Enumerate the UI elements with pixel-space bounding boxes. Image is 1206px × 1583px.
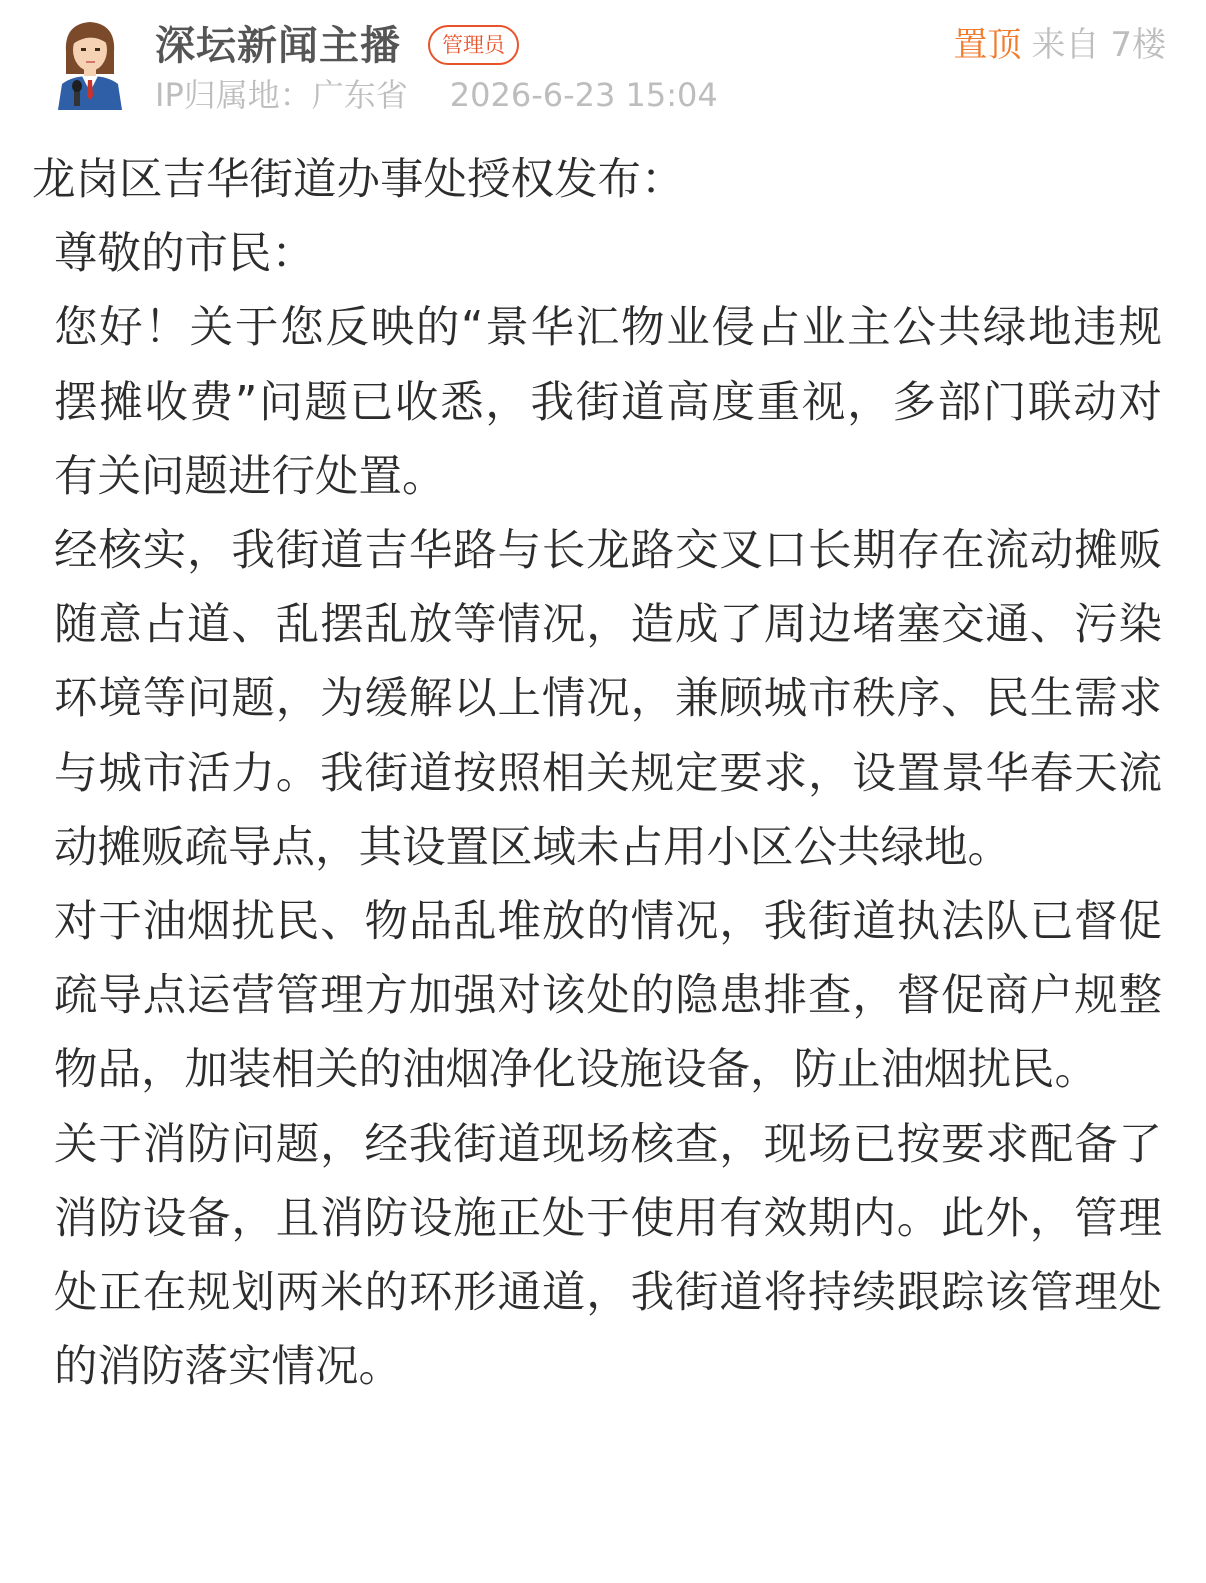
post-header	[0, 0, 1206, 125]
floor-label: 来自 7楼	[1031, 25, 1166, 65]
pinned-label: 置顶	[953, 25, 1022, 65]
post-paragraph: 您好！关于您反映的“景华汇物业侵占业主公共绿地违规摆摊收费”问题已收悉，我街道高度重视，多部门联动对有关问题进行处置。	[54, 303, 1162, 502]
post-timestamp: 2026-6-23 15:04	[449, 76, 718, 114]
post-paragraph: 对于油烟扰民、物品乱堆放的情况，我街道执法队已督促疏导点运营管理方加强对该处的隐患排查，督促商户规整物品，加装相关的油烟净化设施设备，防止油烟扰民。	[54, 897, 1162, 1096]
author-name[interactable]: 深坛新闻主播	[155, 23, 401, 69]
admin-badge: 管理员	[428, 25, 519, 65]
post-salutation: 尊敬的市民：	[54, 229, 315, 280]
post-paragraph: 关于消防问题，经我街道现场核查，现场已按要求配备了消防设备，且消防设施正处于使用有效期内。此外，管理处正在规划两米的环形通道，我街道将持续跟踪该管理处的消防落实情况。	[54, 1119, 1162, 1393]
news-anchor-avatar-icon[interactable]	[52, 12, 128, 110]
post-intro: 龙岗区吉华街道办事处授权发布：	[32, 155, 685, 205]
ip-location: IP归属地：广东省	[155, 76, 408, 114]
post-floor-info	[954, 18, 1166, 72]
post-paragraph: 经核实，我街道吉华路与长龙路交叉口长期存在流动摊贩随意占道、乱摆乱放等情况，造成了周边堵塞交通、污染环境等问题，为缓解以上情况，兼顾城市秩序、民生需求与城市活力。我街道按照相关规定要求，设置景华春天流动摊贩疏导点，其设置区域未占用小区公共绿地。	[54, 526, 1162, 873]
post-meta	[155, 72, 718, 118]
post-body	[32, 143, 1162, 1404]
